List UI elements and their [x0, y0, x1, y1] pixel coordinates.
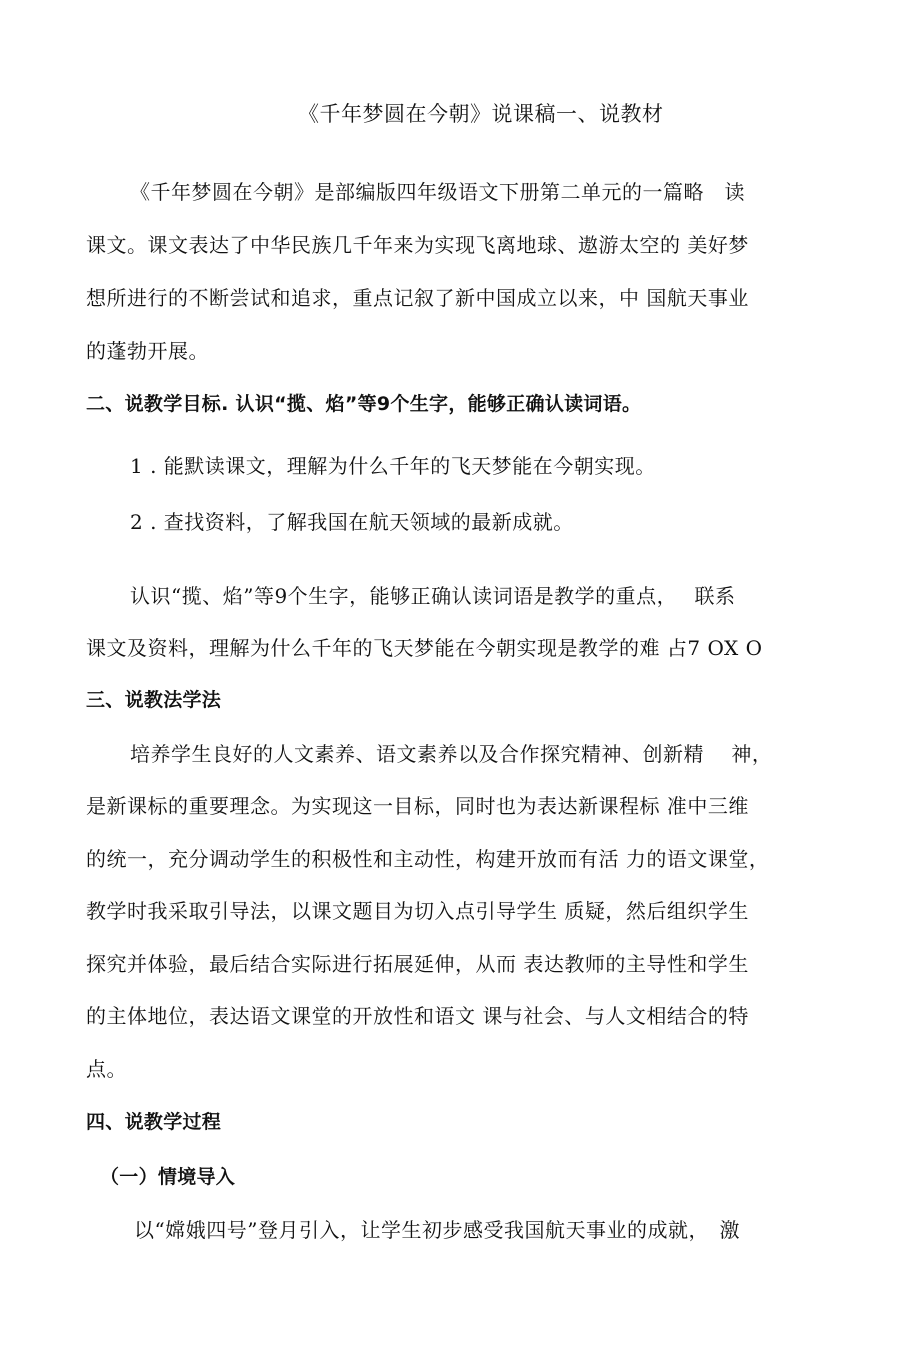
paragraph-line: 的蓬勃开展。: [86, 339, 209, 363]
section-heading-methods: 三、说教法学法: [86, 689, 222, 711]
paragraph-line: 点。: [86, 1057, 127, 1081]
paragraph-line: 探究并体验，最后结合实际进行拓展延伸，从而 表达教师的主导性和学生: [86, 952, 749, 976]
paragraph-line: 《千年梦圆在今朝》是部编版四年级语文下册第二单元的一篇略 读: [130, 180, 745, 204]
paragraph-line: 课文。课文表达了中华民族几千年来为实现飞离地球、遨游太空的 美好梦: [86, 233, 749, 257]
sub-heading-situation-intro: （一）情境导入: [100, 1166, 236, 1188]
paragraph-line: 以“嫦娥四号”登月引入，让学生初步感受我国航天事业的成就， 激: [134, 1218, 740, 1242]
section-heading-teaching-goals: 二、说教学目标. 认识“揽、焰”等9个生字，能够正确认读词语。: [86, 393, 642, 415]
paragraph-line: 教学时我采取引导法，以课文题目为切入点引导学生 质疑，然后组织学生: [86, 899, 749, 923]
paragraph-line: 培养学生良好的人文素养、语文素养以及合作探究精神、创新精 神，: [130, 742, 773, 766]
goal-item: 1 . 能默读课文，理解为什么千年的飞天梦能在今朝实现。: [130, 454, 656, 478]
paragraph-line: 想所进行的不断尝试和追求，重点记叙了新中国成立以来，中 国航天事业: [86, 286, 749, 310]
document-title: 《千年梦圆在今朝》说课稿一、说教材: [298, 102, 664, 126]
paragraph-line: 认识“揽、焰”等9个生字，能够正确认读词语是教学的重点， 联系: [130, 584, 736, 608]
paragraph-line: 的统一，充分调动学生的积极性和主动性，构建开放而有活 力的语文课堂，: [86, 847, 770, 871]
paragraph-line: 是新课标的重要理念。为实现这一目标，同时也为表达新课程标 准中三维: [86, 794, 749, 818]
paragraph-line: 的主体地位，表达语文课堂的开放性和语文 课与社会、与人文相结合的特: [86, 1004, 749, 1028]
goal-item: 2 . 查找资料，了解我国在航天领域的最新成就。: [130, 510, 574, 534]
section-heading-process: 四、说教学过程: [86, 1111, 222, 1133]
paragraph-line: 课文及资料，理解为什么千年的飞天梦能在今朝实现是教学的难 占7 OX O: [86, 636, 763, 660]
